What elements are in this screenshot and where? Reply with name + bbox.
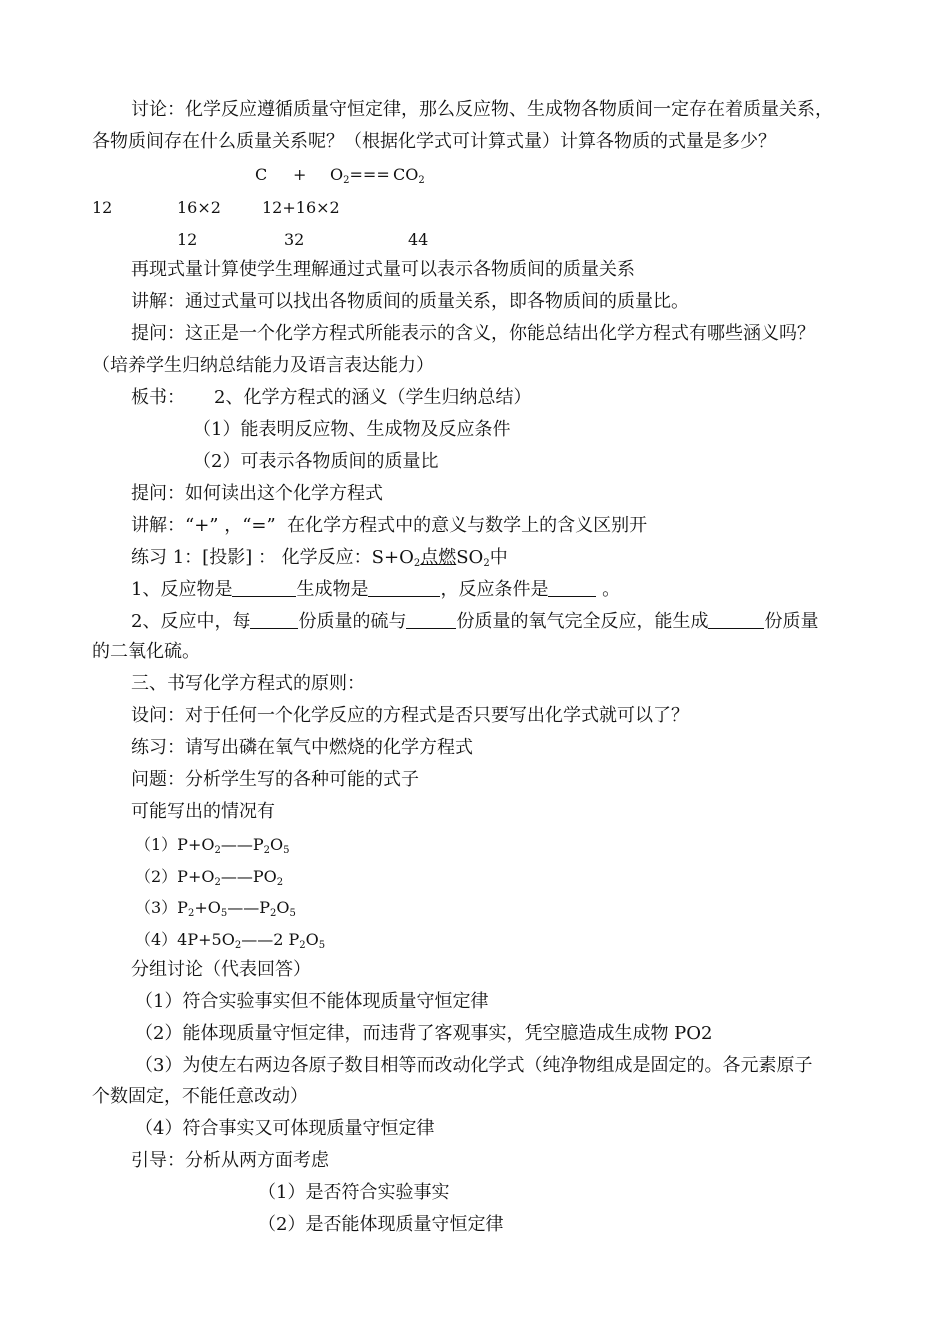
res-32: 32 bbox=[284, 230, 305, 249]
ex1-sub: 2 bbox=[413, 558, 421, 569]
res-44: 44 bbox=[408, 230, 429, 249]
text: 讲解：“+” ，“=” 在化学方程式中的意义与数学上的含义区别开 bbox=[131, 515, 648, 536]
f-sub: 2 bbox=[214, 877, 221, 888]
f-sub: 2 bbox=[270, 908, 277, 919]
f-text: （1）P+O bbox=[135, 835, 215, 854]
f-sub: 2 bbox=[276, 877, 284, 888]
text: 提问：如何读出这个化学方程式 bbox=[131, 483, 383, 504]
question-line-2 bbox=[131, 482, 383, 506]
group-answer-3a bbox=[135, 1054, 812, 1078]
equation-plus bbox=[293, 163, 306, 187]
f-sub: 5 bbox=[220, 908, 228, 919]
explain-line-2 bbox=[131, 514, 647, 538]
calc-sum: 12+16×2 bbox=[262, 198, 340, 217]
f-text: O bbox=[270, 835, 284, 854]
guide-line bbox=[131, 1149, 329, 1173]
eq-plus: + bbox=[293, 165, 307, 184]
exercise-question-2b bbox=[92, 640, 200, 664]
f-sub: 2 bbox=[214, 845, 221, 856]
text: 三、书写化学方程式的原则： bbox=[131, 673, 365, 694]
discussion-line-2 bbox=[92, 130, 776, 154]
text: 板书： bbox=[131, 387, 185, 408]
group-answer-2 bbox=[135, 1022, 713, 1046]
equation-co2 bbox=[393, 163, 425, 187]
guide-item-2 bbox=[258, 1213, 503, 1237]
calc-12: 12 bbox=[92, 198, 113, 217]
q2-text: 2、反应中，每 bbox=[131, 611, 251, 632]
set-question bbox=[131, 704, 689, 728]
q2-text: 份质量的硫与 bbox=[298, 611, 407, 632]
ex1-prefix: 练习 1：[投影] ： 化学反应：S+O bbox=[131, 547, 414, 568]
equation-oxygen bbox=[330, 163, 390, 187]
text: （培养学生归纳总结能力及语言表达能力） bbox=[92, 355, 434, 376]
ex1-condition: 点燃 bbox=[420, 547, 457, 568]
possible-line bbox=[131, 800, 275, 824]
f-sub: 2 bbox=[187, 908, 195, 919]
group-answer-4 bbox=[135, 1117, 434, 1141]
q2-text: 份质量 bbox=[764, 611, 819, 632]
text: （1）是否符合实验事实 bbox=[258, 1182, 450, 1203]
text: 再现式量计算使学生理解通过式量可以表示各物质间的质量关系 bbox=[131, 259, 635, 280]
group-answer-1 bbox=[135, 990, 488, 1014]
exercise-question-2 bbox=[131, 610, 818, 634]
eq-c: C bbox=[255, 165, 268, 184]
ex1-so: SO bbox=[456, 547, 484, 568]
text: 各物质间存在什么质量关系呢？（根据化学式可计算式量）计算各物质的式量是多少？ bbox=[92, 131, 776, 152]
formula-2 bbox=[135, 865, 283, 889]
exercise-question-1 bbox=[131, 578, 620, 602]
text: 分组讨论（代表回答） bbox=[131, 959, 311, 980]
result-12 bbox=[177, 228, 197, 252]
ex1-suffix: 中 bbox=[489, 547, 508, 568]
f-text: +O bbox=[194, 898, 221, 917]
exercise-1-line bbox=[131, 546, 508, 570]
f-text: ——2 P bbox=[241, 930, 300, 949]
group-answer-3b bbox=[92, 1085, 308, 1109]
eq-o: O bbox=[330, 165, 344, 184]
text: 讨论：化学反应遵循质量守恒定律，那么反应物、生成物各物质间一定存在着质量关系， bbox=[131, 99, 833, 120]
q1-text: 。 bbox=[596, 579, 621, 600]
question-line-1b bbox=[92, 354, 434, 378]
text: 提问：这正是一个化学方程式所能表示的含义，你能总结出化学方程式有哪些涵义吗？ bbox=[131, 323, 815, 344]
practice-line bbox=[131, 736, 473, 760]
f-sub: 5 bbox=[289, 908, 296, 919]
f-text: （2）P+O bbox=[135, 867, 215, 886]
f-sub: 2 bbox=[299, 940, 306, 951]
relation-line bbox=[131, 258, 635, 282]
f-text: O bbox=[305, 930, 319, 949]
text: 问题：分析学生写的各种可能的式子 bbox=[131, 769, 419, 790]
eq-arrow: === bbox=[349, 165, 390, 184]
f-text: （3）P bbox=[135, 898, 188, 917]
discussion-line-1 bbox=[131, 98, 833, 122]
f-text: （4）4P+5O bbox=[135, 930, 235, 949]
q1-text: ，反应条件是 bbox=[440, 579, 549, 600]
board-item-2 bbox=[193, 450, 438, 474]
text: 个数固定，不能任意改动） bbox=[92, 1086, 308, 1107]
text: 可能写出的情况有 bbox=[131, 801, 275, 822]
f-text: ——P bbox=[227, 898, 270, 917]
formula-4 bbox=[135, 928, 325, 952]
formula-3 bbox=[135, 896, 296, 920]
calc-co2 bbox=[262, 196, 340, 220]
problem-line bbox=[131, 768, 419, 792]
eq-co-sub: 2 bbox=[418, 175, 425, 186]
eq-o-sub: 2 bbox=[343, 175, 350, 186]
q1-text: 1、反应物是 bbox=[131, 579, 233, 600]
answer-blank[interactable] bbox=[368, 580, 440, 597]
board-title bbox=[214, 386, 531, 410]
text: （4）符合事实又可体现质量守恒定律 bbox=[135, 1118, 435, 1139]
text: （1）符合实验事实但不能体现质量守恒定律 bbox=[135, 991, 489, 1012]
text: 练习：请写出磷在氧气中燃烧的化学方程式 bbox=[131, 737, 473, 758]
f-sub: 5 bbox=[283, 845, 290, 856]
q1-text: 生成物是 bbox=[296, 579, 369, 600]
f-text: ——PO bbox=[220, 867, 277, 886]
text: 引导：分析从两方面考虑 bbox=[131, 1150, 329, 1171]
f-sub: 2 bbox=[263, 845, 270, 856]
ex1-so-sub: 2 bbox=[483, 558, 490, 569]
text: （2）能体现质量守恒定律，而违背了客观事实，凭空臆造成生成物 PO2 bbox=[135, 1023, 713, 1044]
guide-item-1 bbox=[258, 1181, 449, 1205]
f-text: ——P bbox=[220, 835, 264, 854]
board-label bbox=[131, 386, 185, 410]
section-3-heading bbox=[131, 672, 365, 696]
q2-text: 份质量的氧气完全反应，能生成 bbox=[456, 611, 709, 632]
answer-blank[interactable] bbox=[708, 612, 764, 629]
formula-1 bbox=[135, 833, 290, 857]
f-text: O bbox=[276, 898, 290, 917]
f-sub: 2 bbox=[234, 940, 242, 951]
answer-blank[interactable] bbox=[548, 580, 596, 597]
calc-16x2: 16×2 bbox=[177, 198, 221, 217]
answer-blank[interactable] bbox=[232, 580, 296, 597]
calc-carbon bbox=[92, 196, 112, 220]
answer-blank[interactable] bbox=[406, 612, 456, 629]
group-discussion bbox=[131, 958, 311, 982]
text: 设问：对于任何一个化学反应的方程式是否只要写出化学式就可以了？ bbox=[131, 705, 689, 726]
text: （2）可表示各物质间的质量比 bbox=[193, 451, 439, 472]
result-44 bbox=[408, 228, 428, 252]
answer-blank[interactable] bbox=[250, 612, 298, 629]
text: 讲解：通过式量可以找出各物质间的质量关系，即各物质间的质量比。 bbox=[131, 291, 689, 312]
result-32 bbox=[284, 228, 304, 252]
question-line-1a bbox=[131, 322, 815, 346]
f-sub: 5 bbox=[318, 940, 326, 951]
text: （2）是否能体现质量守恒定律 bbox=[258, 1214, 504, 1235]
explain-line-1 bbox=[131, 290, 689, 314]
text: 2、化学方程式的涵义（学生归纳总结） bbox=[214, 387, 532, 408]
board-item-1 bbox=[193, 418, 510, 442]
equation-carbon bbox=[255, 163, 267, 187]
text: 的二氧化硫。 bbox=[92, 641, 200, 662]
text: （3）为使左右两边各原子数目相等而改动化学式（纯净物组成是固定的。各元素原子 bbox=[135, 1055, 813, 1076]
calc-oxygen bbox=[177, 196, 221, 220]
text: （1）能表明反应物、生成物及反应条件 bbox=[193, 419, 511, 440]
res-12: 12 bbox=[177, 230, 198, 249]
eq-co: CO bbox=[393, 165, 419, 184]
